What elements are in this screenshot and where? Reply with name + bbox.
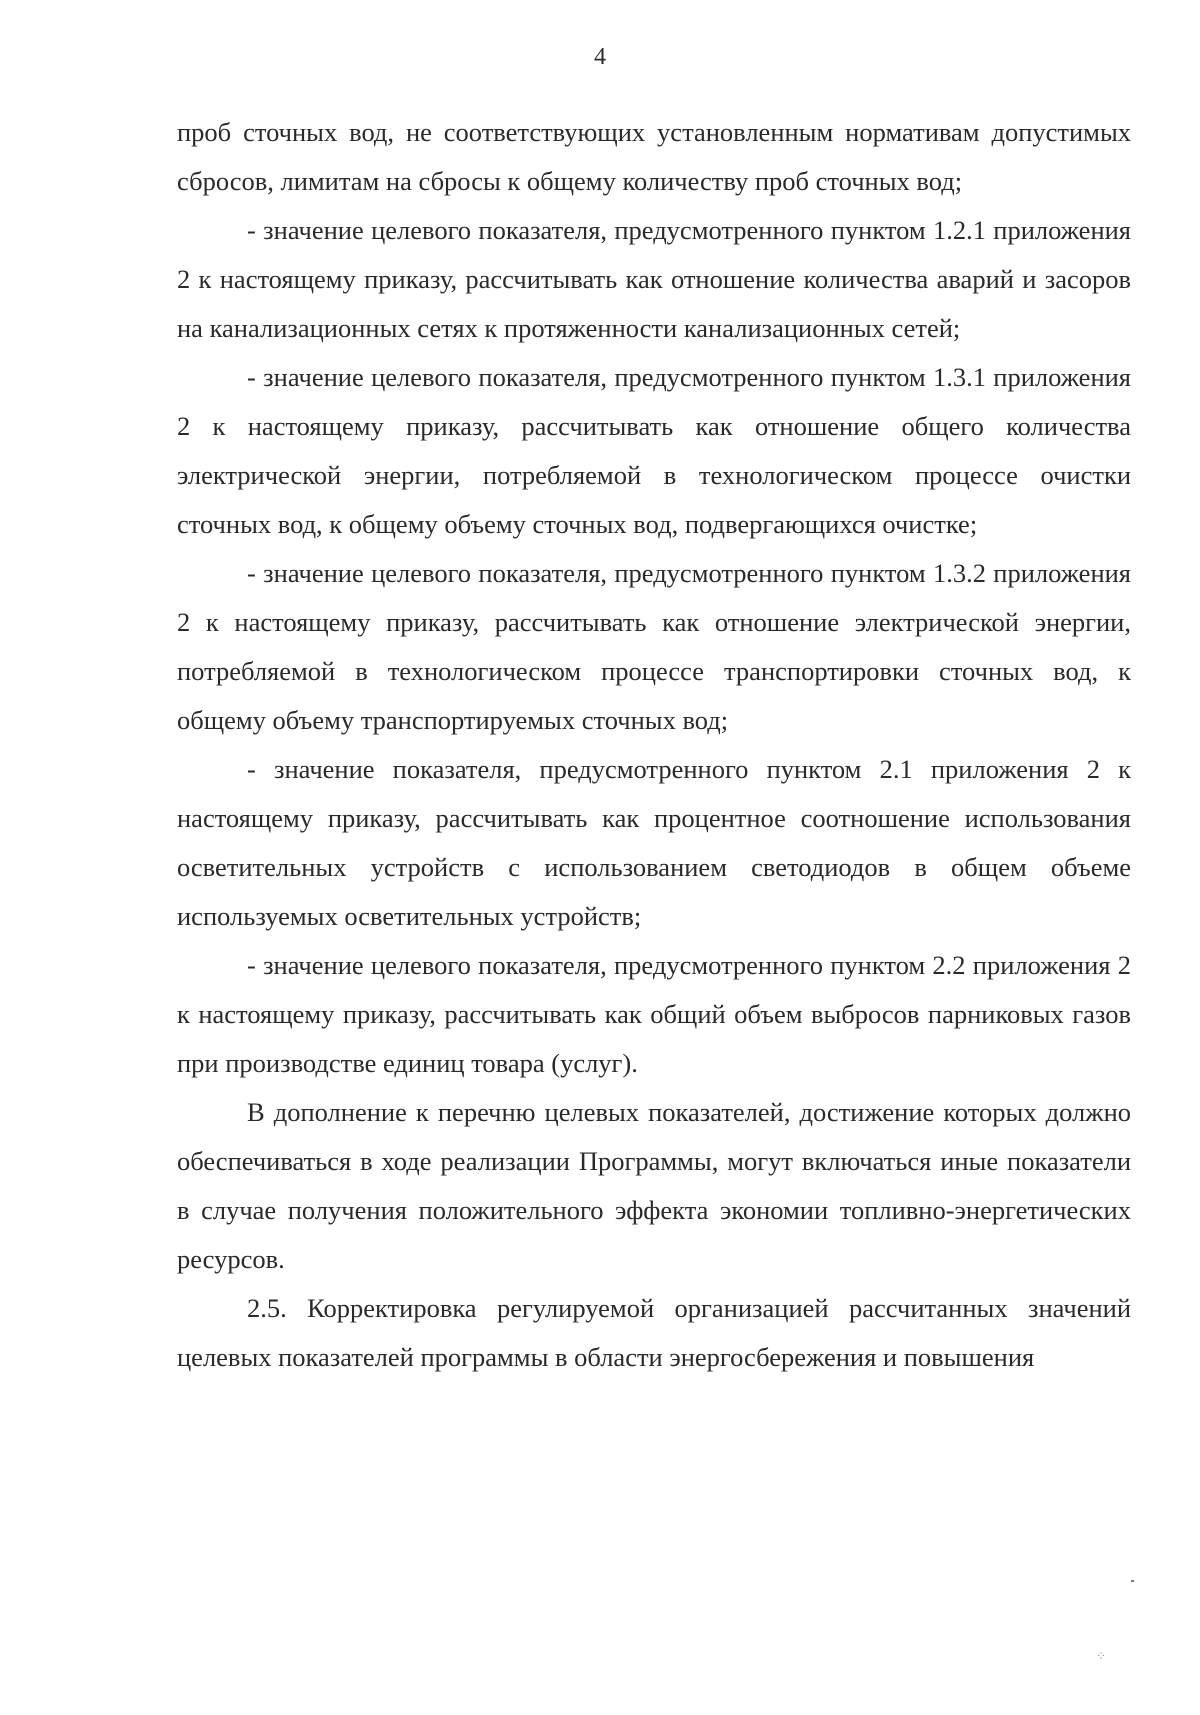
paragraph-indicator-1-2-1: - значение целевого показателя, предусмотренного пунктом 1.2.1 приложения 2 к настоящему приказу, рассчитывать как отношение количества аварий и засоров на канализационных сетях к протяженности канализационных сетей; — [177, 215, 1131, 343]
paragraph-continuation: проб сточных вод, не соответствующих установленным нормативам допустимых сбросов, лимитам на сбросы к общему количеству проб сточных вод; — [177, 117, 1131, 196]
paragraph-indicator-2-2: - значение целевого показателя, предусмотренного пунктом 2.2 приложения 2 к настоящему приказу, рассчитывать как общий объем выбросов парниковых газов при производстве единиц товара (услуг). — [177, 950, 1131, 1078]
document-body — [177, 108, 1131, 1382]
paragraph-additional-indicators: В дополнение к перечню целевых показателей, достижение которых должно обеспечиваться в ходе реализации Программы, могут включаться иные показатели в случае получения положительного эффекта экономии топливно-энергетических ресурсов. — [177, 1097, 1131, 1274]
paragraph-indicator-1-3-1: - значение целевого показателя, предусмотренного пунктом 1.3.1 приложения 2 к настоящему приказу, рассчитывать как отношение общего количества электрической энергии, потребляемой в технологическом процессе очистки сточных вод, к общему объему сточных вод, подвергающихся очистке; — [177, 362, 1131, 539]
paragraph-indicator-2-1: - значение показателя, предусмотренного пунктом 2.1 приложения 2 к настоящему приказу, рассчитывать как процентное соотношение использования осветительных устройств с использованием светодиодов в общем объеме используемых осветительных устройств; — [177, 754, 1131, 931]
scan-speck — [1131, 1580, 1134, 1582]
paragraph-section-2-5: 2.5. Корректировка регулируемой организацией рассчитанных значений целевых показателей программы в области энергосбережения и повышения — [177, 1293, 1131, 1372]
page-number: 4 — [594, 44, 606, 70]
paragraph-indicator-1-3-2: - значение целевого показателя, предусмотренного пунктом 1.3.2 приложения 2 к настоящему приказу, рассчитывать как отношение электрической энергии, потребляемой в технологическом процессе транспортировки сточных вод, к общему объему транспортируемых сточных вод; — [177, 558, 1131, 735]
scan-artifact-icon: ⁘ — [1096, 1649, 1107, 1663]
